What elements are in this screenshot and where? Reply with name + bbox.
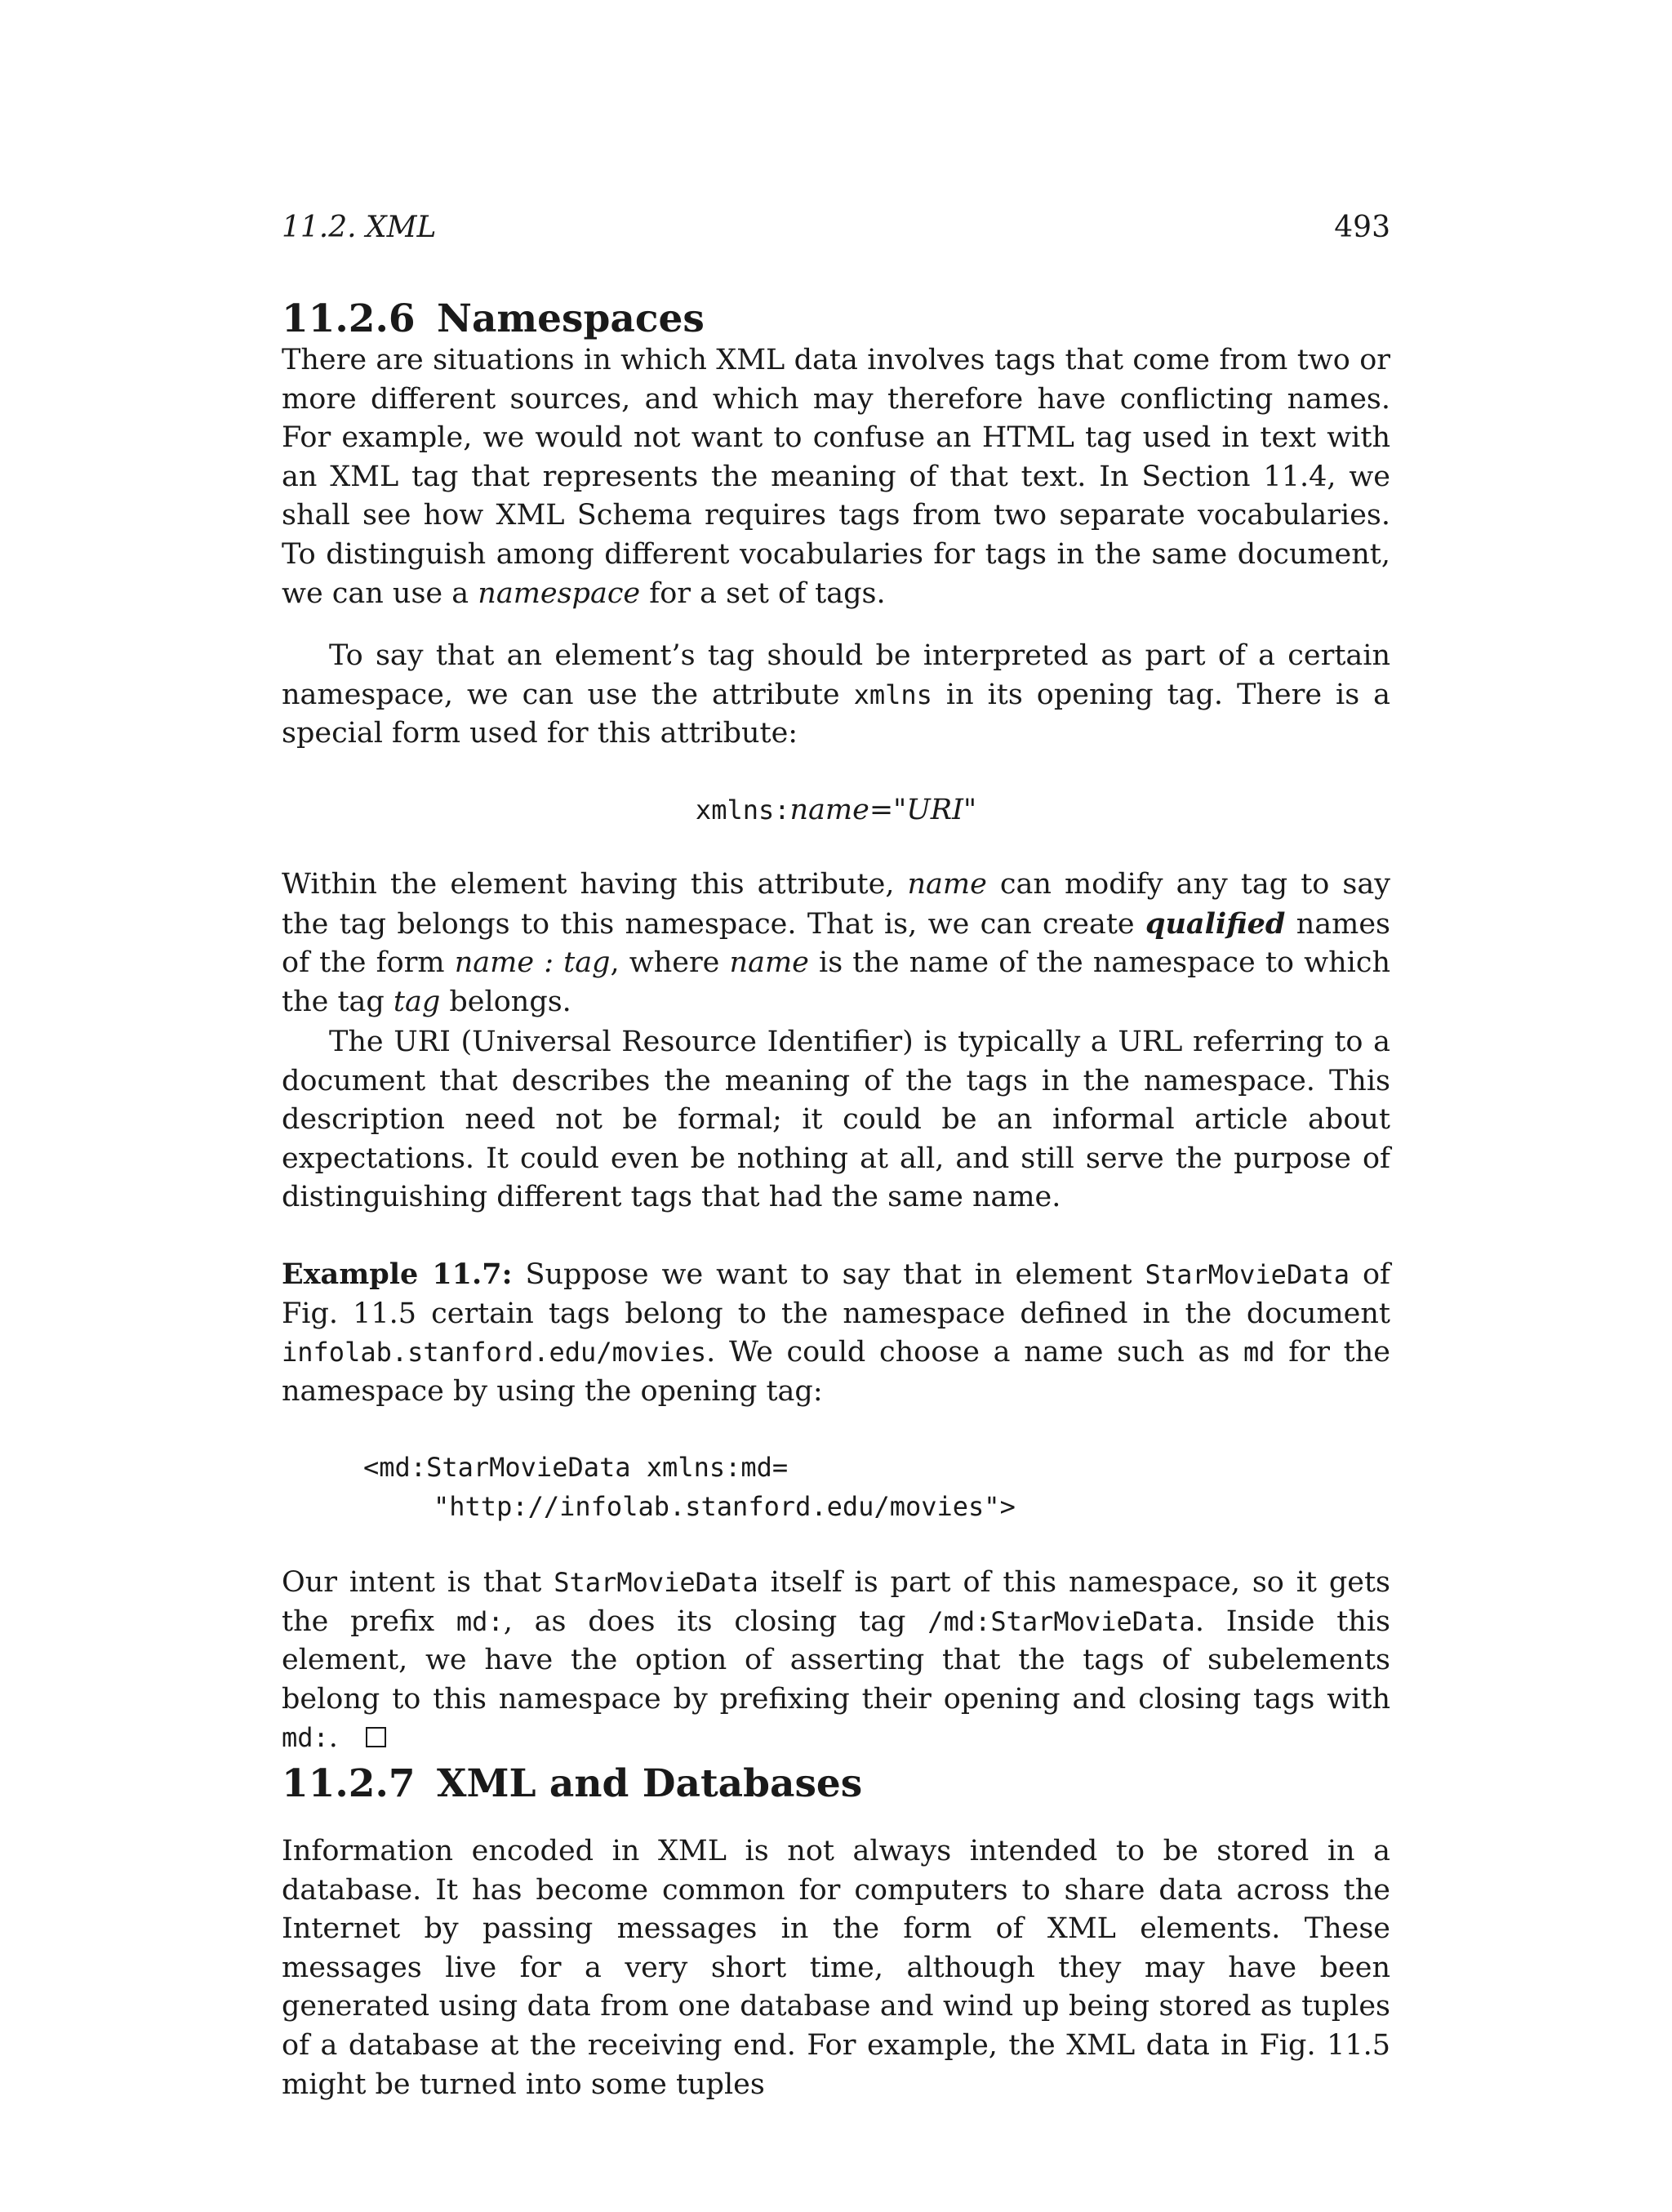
code-line-2: "http://infolab.stanford.edu/movies">: [434, 1491, 1016, 1522]
code-xmlns: xmlns: [853, 679, 932, 710]
end-of-example-box-icon: [366, 1727, 386, 1747]
code-line-1: <md:StarMovieData xmlns:md=: [363, 1452, 789, 1483]
section-number: 11.2.6: [282, 296, 416, 341]
page-number: 493: [1334, 211, 1390, 244]
example-11-7: Example 11.7: Suppose we want to say that in element StarMovieData of Fig. 11.5 certain tags belong to the namespace defined in the document infolab.stanford.edu/movies. We could choose a name such as md for the namespace by using the opening tag:: [282, 1257, 1391, 1408]
section-title: Namespaces: [437, 296, 705, 341]
paragraph-namespaces-intro: There are situations in which XML data involves tags that come from two or more different sources, and which may therefore have conflicting names. For example, we would not want to confuse an HTML tag used in text with an XML tag that represents the meaning of that text. In Section 11.4, we shall see how XML Schema requires tags from two separate vocabularies. To distinguish among different vocabularies for tags in the same document, we can use a namespace for a set of tags.: [282, 344, 1390, 610]
paragraph-qualified-names: Within the element having this attribute, name can modify any tag to say the tag belongs to this namespace. That is, we can create qualified names of the form name : tag, where name is the name of the namespace to which the tag tag belongs.: [282, 868, 1390, 1018]
section-number: 11.2.7: [282, 1761, 416, 1806]
running-head-section: 11.2. XML: [282, 211, 437, 244]
section-title: XML and Databases: [437, 1761, 863, 1806]
paragraph-uri: The URI (Universal Resource Identifier) is typically a URL referring to a document that describes the meaning of the tags in the namespace. This description need not be formal; it could be an informal article about expectations. It could even be nothing at all, and still serve the purpose of distinguishing different tags that had the same name.: [282, 1026, 1390, 1214]
running-head: [282, 207, 1390, 248]
section-heading-xml-databases: [282, 1760, 862, 1809]
example-label: Example 11.7:: [282, 1257, 513, 1291]
display-formula: xmlns:name="URI": [695, 794, 977, 826]
term-namespace: namespace: [478, 576, 641, 610]
paragraph-intent: Our intent is that StarMovieData itself is part of this namespace, so it gets the prefix md:, as does its closing tag /md:StarMovieData. Inside this element, we have the option of asserting that the tags of subelements belong to this namespace by prefixing their opening and closing tags with md:.: [282, 1566, 1391, 1755]
code-block-opening-tag: [363, 1448, 1016, 1526]
section-heading-namespaces: [282, 295, 705, 344]
paragraph-xml-databases: Information encoded in XML is not always intended to be stored in a database. It has become common for computers to share data across the Internet by passing messages in the form of XML elements. These messages live for a very short time, although they may have been generated using data from one database and wind up being stored as tuples of a database at the receiving end. For example, the XML data in Fig. 11.5 might be turned into some tuples: [282, 1835, 1390, 2101]
paragraph-xmlns-attribute: To say that an element’s tag should be interpreted as part of a certain namespace, we can use the attribute xmlns in its opening tag. There is a special form used for this attribute:: [282, 639, 1390, 750]
